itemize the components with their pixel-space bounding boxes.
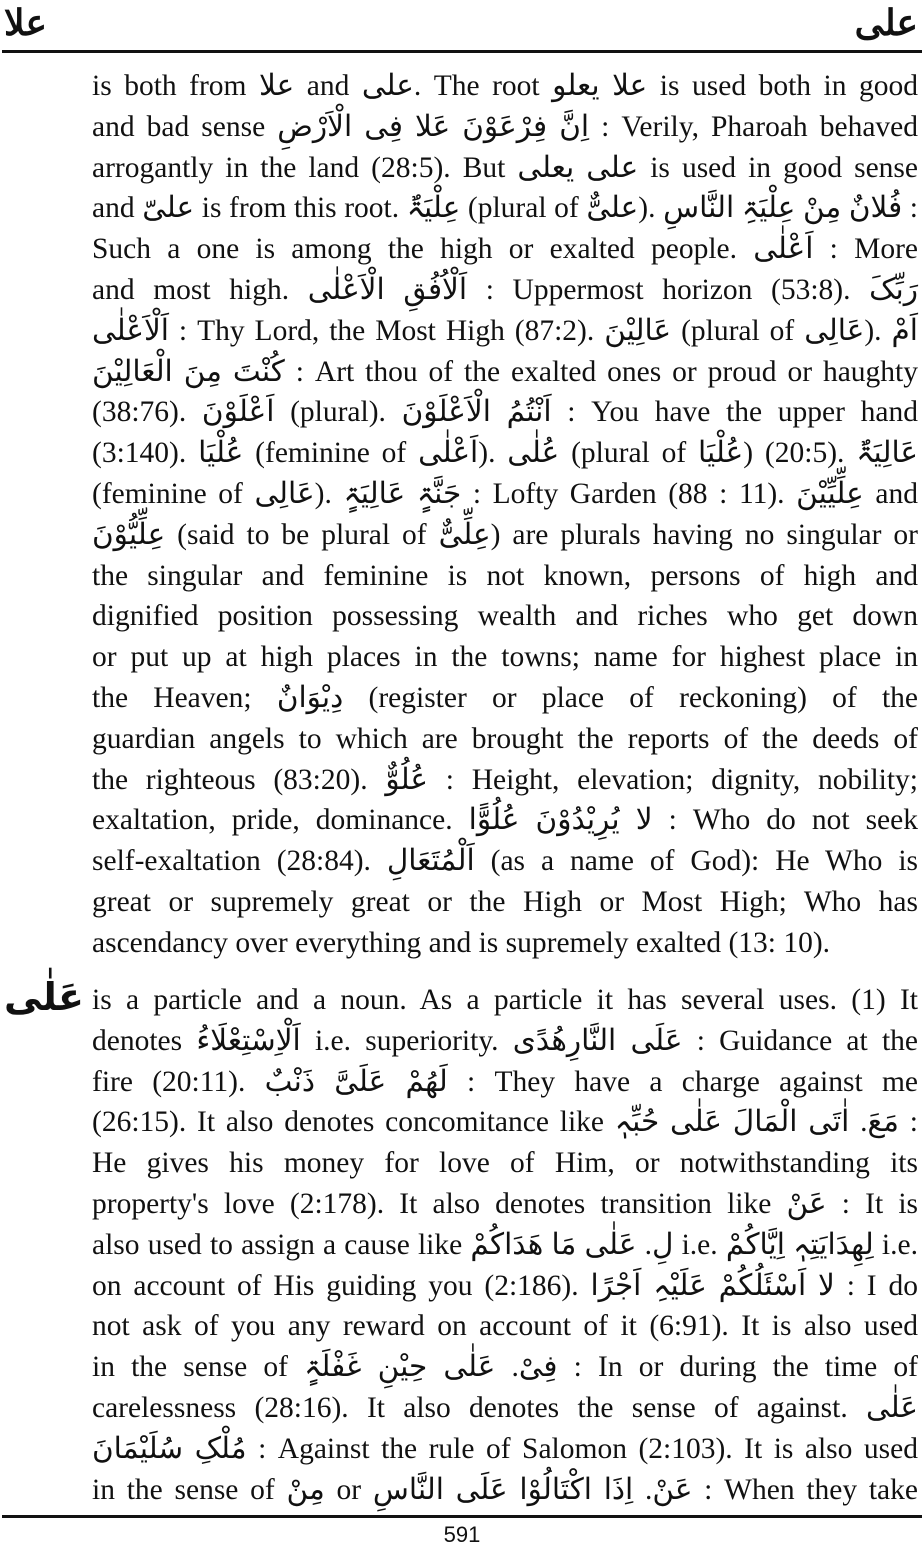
text-line: is a particle and a noun. As a particle it has several uses. (1) It [92, 984, 918, 1016]
text-line: self-exaltation (28:84). اَلْمُتَعَالِ (as a name of God): He Who is [92, 845, 919, 878]
text-line: مُلْکِ سُلَیْمَانَ : Against the rule of Salomon (2:103). It is also used [92, 1432, 918, 1465]
text-line: on account of His guiding you (2:186). لا اَسْئَلُکُمْ عَلَیْہِ اَجْرًا : I do [92, 1269, 918, 1302]
text-line: in the sense of فِیْ. عَلٰی حِیْنِ غَفْلَۃٍ : In or during the time of [92, 1351, 918, 1384]
entry-headword: عَلٰی [4, 975, 84, 1019]
text-line: عِلِّیُّوْنَ (said to be plural of عِلِّیٌّ) are plurals having no singular or [92, 518, 918, 551]
text-line: in the sense of مِنْ or عَنْ. اِذَا اکْتَالُوْا عَلَی النَّاسِ : When they take [92, 1473, 918, 1506]
text-line: exaltation, pride, dominance. لا یُرِیْدُوْنَ عُلُوًّا : Who do not seek [92, 804, 918, 837]
text-line: and most high. اَلْاُفُقِ الْاَعْلٰی : Uppermost horizon (53:8). رَبِّکَ [92, 273, 918, 306]
text-line: and bad sense اِنَّ فِرْعَوْنَ عَلا فِی الْاَرْضِ : Verily, Pharoah behaved [92, 110, 919, 143]
page-header [0, 0, 924, 56]
entry-text [92, 980, 918, 1510]
text-line: He gives his money for love of Him, or notwithstanding its [92, 1147, 918, 1180]
text-line: great or supremely great or the High or Most High; Who has [92, 885, 918, 918]
text-line: (26:15). It also denotes concomitance like مَعَ. اٰتَی الْمَالَ عَلٰی حُبِّہٖ : [92, 1106, 918, 1139]
text-line: ascendancy over everything and is supremely exalted (13: 10). [92, 926, 831, 959]
text-line: the Heaven; دِیْوَانٌ (register or place of reckoning) of the [92, 681, 918, 714]
text-line: guardian angels to which are brought the reports of the deeds of [92, 722, 918, 755]
text-line: property's love (2:178). It also denotes transition like عَنْ : It is [92, 1187, 918, 1220]
header-left-word: علا [4, 3, 47, 43]
text-line: is both from علا and علی. The root علا یعلو is used both in good [92, 70, 919, 102]
header-rule [2, 50, 922, 53]
text-line: the righteous (83:20). عُلُوٌّ : Height, elevation; dignity, nobility; [92, 763, 918, 796]
text-line: Such a one is among the high or exalted people. اَعْلٰی : More [92, 233, 918, 266]
text-line: اَلْاَعْلٰی : Thy Lord, the Most High (87:2). عَالِیْنَ (plural of عَالِی). اَمْ [92, 314, 918, 347]
header-right-word: علی [854, 3, 918, 43]
text-line: the singular and feminine is not known, persons of high and [92, 559, 918, 592]
text-line: arrogantly in the land (28:5). But علی یعلی is used in good sense [92, 151, 919, 184]
text-line: (38:76). اَعْلَوْنَ (plural). اَنْتُمُ الْاَعْلَوْنَ : You have the upper hand [92, 396, 919, 429]
text-line: کُنْتَ مِنَ الْعَالِیْنَ : Art thou of the exalted ones or proud or haughty [92, 355, 919, 388]
text-line: fire (20:11). لَهُمْ عَلَیَّ ذَنْبٌ : They have a charge against me [92, 1065, 918, 1098]
text-line: or put up at high places in the towns; name for highest place in [92, 641, 918, 674]
entry-continued-text [92, 66, 918, 964]
text-line: dignified position possessing wealth and riches who get down [92, 600, 918, 633]
footer-rule [2, 1515, 922, 1518]
text-line: denotes اَلْاِسْتِعْلَاءُ i.e. superiority. عَلَی النَّارِھُدًی : Guidance at the [92, 1024, 918, 1057]
text-line: carelessness (28:16). It also denotes the sense of against. عَلٰی [92, 1391, 918, 1424]
page-number: 591 [443, 1522, 481, 1547]
text-line: (3:140). عُلْیَا (feminine of اَعْلٰی). عُلٰی (plural of عُلْیَا) (20:5). عَالِیَۃٌ [92, 437, 919, 470]
text-line: also used to assign a cause like لِ. عَلٰی مَا ھَدَاکُمْ i.e. لِهِدَایَتِہٖ اِیَّاکُمْ i.e. [92, 1228, 918, 1261]
text-line: not ask of you any reward on account of it (6:91). It is also used [92, 1310, 918, 1343]
text-line: and علیّ is from this root. عِلْیَۃٌ (plural of علیٌّ). فُلانٌ مِنْ عِلْیَۃِ النَّاسِ : [92, 192, 918, 225]
text-line: (feminine of عَالِی). جَنَّۃٍ عَالِیَۃٍ : Lofty Garden (88 : 11). عِلِّیِّیْنَ and [92, 477, 918, 510]
